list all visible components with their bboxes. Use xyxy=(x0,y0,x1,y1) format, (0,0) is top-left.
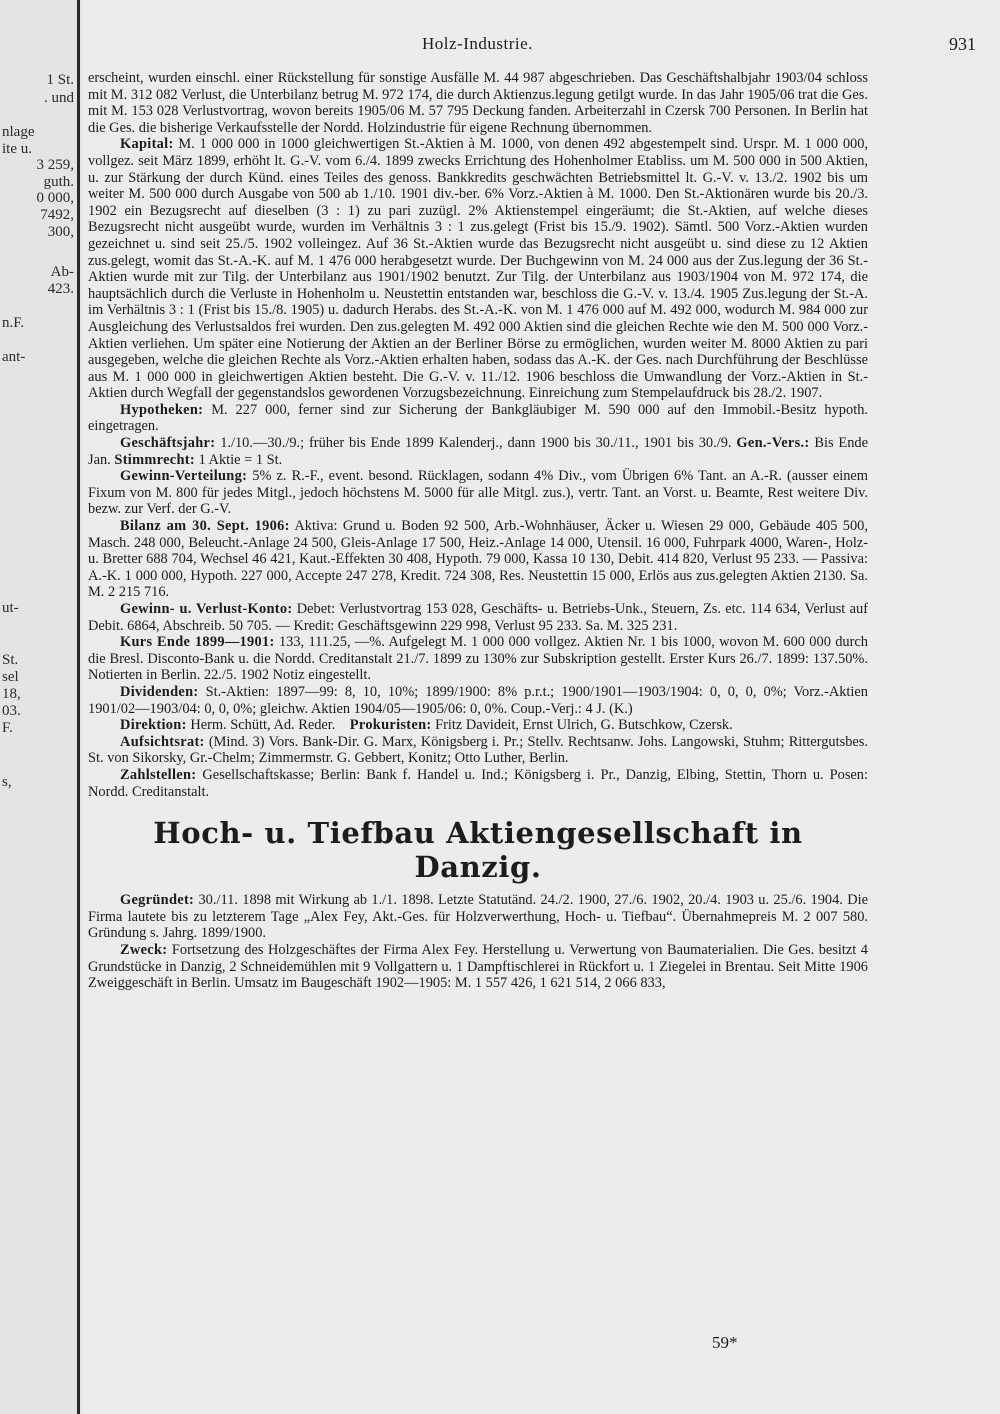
label-gewinnverteilung: Gewinn-Verteilung: xyxy=(120,468,248,485)
margin-fragment: 03. xyxy=(2,703,21,719)
running-header xyxy=(82,34,1000,56)
margin-fragment: 423. xyxy=(47,281,74,297)
paragraph-direktion xyxy=(88,717,868,734)
label-kurs: Kurs Ende 1899—1901: xyxy=(120,634,275,651)
page xyxy=(82,0,1000,1414)
paragraph-kurs xyxy=(88,634,868,684)
text-bilanz: Aktiva: Grund u. Boden 92 500, Arb.-Wohnhäuser, Äcker u. Wiesen 29 000, Gebäude 405 500, Masch. 248 000, Beleucht.-Anlage 24 500, Gleis-Anlage 17 500, Heiz.-Anlage 14 000, Utensil. 16 000, Fuhrpark 4000, Waren-, Holz- u. Bretter 688 704, Wechsel 46 421, Kaut.-Effekten 30 408, Hypoth. 79 000, Kassa 10 130, Debit. 414 820, Verlust 95 233. — Passiva: A.-K. 1 000 000, Hypoth. 227 000, Accepte 247 278, Kredit. 724 308, Res. Neustettin 15 000, Erlös aus zus.gelegten Aktien 2130. Sa. M. 2 215 716. xyxy=(88,518,868,601)
text-stimmrecht: 1 Aktie = 1 St. xyxy=(198,451,283,468)
text-guv: Debet: Verlustvortrag 153 028, Geschäfts- u. Betriebs-Unk., Steuern, Zs. etc. 114 634, Verlust auf Debit. 6864, Abschreib. 50 705. — Kredit: Geschäftsgewinn 229 998, Verlust 95 233. Sa. M. 325 231. xyxy=(88,601,868,634)
label-aufsichtsrat: Aufsichtsrat: xyxy=(120,733,205,750)
margin-fragment: ut- xyxy=(2,600,19,616)
margin-fragment: . und xyxy=(44,90,74,106)
text-direktion: Herm. Schütt, Ad. Reder. xyxy=(190,717,336,734)
margin-fragment: St. xyxy=(2,652,19,668)
text-dividenden: St.-Aktien: 1897—99: 8, 10, 10%; 1899/1900: 8% p.r.t.; 1900/1901—1903/1904: 0, 0, 0, 0%; Vorz.-Aktien 1901/02—1903/04: 0, 0, 0%; gleichw. Aktien 1904/05—1905/06: 0, 0%. Coup.-Verj.: 4 J. (K.) xyxy=(88,683,868,717)
label-bilanz: Bilanz am 30. Sept. 1906: xyxy=(120,518,290,535)
paragraph-kapital xyxy=(88,136,868,402)
label-gegruendet: Gegründet: xyxy=(120,892,195,909)
label-guv: Gewinn- u. Verlust-Konto: xyxy=(120,601,293,617)
paragraph-bilanz xyxy=(88,518,868,601)
binding-edge xyxy=(77,0,80,1414)
label-kapital: Kapital: xyxy=(120,136,174,153)
paragraph-zahlstellen xyxy=(88,767,868,800)
label-dividenden: Dividenden: xyxy=(120,683,199,700)
label-direktion: Direktion: xyxy=(120,717,187,734)
margin-fragment: sel xyxy=(2,669,19,685)
text-aufsichtsrat: (Mind. 3) Vors. Bank-Dir. G. Marx, Königsberg i. Pr.; Stellv. Rechtsanw. Johs. Langowski, Stuhm; Rittergutsbes. St. von Sikorsky, Gr.-Chelm; Zimmermstr. G. Gebbert, Konitz; Otto Luther, Berlin. xyxy=(88,733,868,767)
margin-fragment: nlage xyxy=(2,124,35,140)
paragraph-hypotheken xyxy=(88,402,868,435)
signature-mark: 59* xyxy=(712,1333,738,1352)
margin-fragment: guth. xyxy=(43,174,74,190)
label-stimmrecht: Stimmrecht: xyxy=(114,451,195,468)
margin-fragment: 1 St. xyxy=(46,72,74,88)
paragraph-intro: erscheint, wurden einschl. einer Rückstellung für sonstige Ausfälle M. 44 987 abgeschrieben. Das Geschäftshalbjahr 1903/04 schloss mit M. 312 082 Verlust, die Unterbilanz betrug M. 972 174, die durch Aktienzus.legung getilgt wurde. In das Jahr 1905/06 trat die Ges. mit M. 153 028 Verlustvortrag, wovon bereits 1905/06 M. 57 795 Deckung fanden. Arbeiterzahl in Czersk 700 Personen. In Berlin hat die Ges. die bisherige Verkaufsstelle der Nordd. Holzindustrie für eigene Rechnung übernommen. xyxy=(88,70,868,136)
label-zahlstellen: Zahlstellen: xyxy=(120,766,197,783)
margin-fragment: n.F. xyxy=(2,315,25,331)
paragraph-gewinnverteilung xyxy=(88,468,868,518)
margin-fragment: 3 259, xyxy=(36,157,74,173)
running-title: Holz-Industrie. xyxy=(422,34,533,53)
paragraph-geschaeftsjahr xyxy=(88,435,868,468)
text-hypotheken: M. 227 000, ferner sind zur Sicherung der Bankgläubiger M. 590 000 auf den Immobil.-Besitz hypoth. eingetragen. xyxy=(88,401,868,435)
margin-fragment: 300, xyxy=(47,224,74,240)
text-kurs: 133, 111.25, —%. Aufgelegt M. 1 000 000 vollgez. Aktien Nr. 1 bis 1000, wovon M. 600 000 durch die Bresl. Disconto-Bank u. die Nordd. Creditanstalt 21./7. 1899 zu 130% zur Subskription gestellt. Erster Kurs 26./7. 1899: 137.50%. Notierten in Berlin. 22./5. 1902 Notiz eingestellt. xyxy=(88,634,868,684)
page-number: 931 xyxy=(949,34,976,54)
margin-fragment: ite u. xyxy=(2,141,32,157)
label-hypotheken: Hypotheken: xyxy=(120,401,204,418)
text-gewinnverteilung: 5% z. R.-F., event. besond. Rücklagen, sodann 4% Div., vom Übrigen 6% Tant. an A.-R. (ausser einem Fixum von M. 800 für jedes Mitgl., jedoch höchstens M. 5000 für alle Mitgl. zus.), vertr. Tant. an Vorst. u. Beamte, Rest weitere Div. bezw. zur Verf. der G.-V. xyxy=(88,468,868,518)
margin-fragment: ant- xyxy=(2,349,26,365)
adjacent-page-edge xyxy=(0,0,82,1414)
margin-fragment: 18, xyxy=(2,686,21,702)
text-zahlstellen: Gesellschaftskasse; Berlin: Bank f. Handel u. Ind.; Königsberg i. Pr., Danzig, Elbing, Stettin, Thorn u. Posen: Nordd. Creditanstalt. xyxy=(88,766,868,800)
paragraph-zweck xyxy=(88,942,868,992)
paragraph-guv xyxy=(88,601,868,634)
margin-fragment: F. xyxy=(2,720,13,736)
paragraph-aufsichtsrat xyxy=(88,734,868,767)
paragraph-dividenden xyxy=(88,684,868,717)
text-genvers: Bis Ende Jan. xyxy=(88,435,868,468)
label-geschaeftsjahr: Geschäftsjahr: xyxy=(120,435,216,452)
margin-fragment: 7492, xyxy=(40,207,74,223)
margin-fragment: Ab- xyxy=(50,264,74,280)
label-genvers: Gen.-Vers.: xyxy=(736,435,810,452)
label-zweck: Zweck: xyxy=(120,941,168,958)
text-prokuristen: Fritz Davideit, Ernst Ulrich, G. Butschkow, Czersk. xyxy=(435,717,733,734)
text-kapital: M. 1 000 000 in 1000 gleichwertigen St.-Aktien à M. 1000, von denen 492 abgestempelt sind. Urspr. M. 1 000 000, vollgez. seit März 1899, erhöht lt. G.-V. vom 6./4. 1899 zwecks Errichtung des Hohenholmer Etabliss. um M. 500 000 in 500 Aktien, u. zur Stärkung der durch Künd. eines Teiles des genoss. Bankkredits geschwächten Betriebsmittel lt. G.-V. v. 13./2. 1902 bis um weiter M. 500 000 durch Ausgabe von 500 ab 1./10. 1901 div.-ber. 6% Vorz.-Aktien à M. 1000. Den St.-Aktionären wurde bis 20./3. 1902 ein Bezugsrecht auf dieselben (3 : 1) zu pari zuzügl. 2% Aktienstempel eingeräumt; die St.-Aktien, auf welche dieses Bezugsrecht nicht ausgeübt wurde, wurden im Verhältnis 3 : 1 zus.gelegt (Frist bis 15./9. 1902). Sämtl. 500 Vorz.-Aktien wurden gezeichnet u. sind seit 25./5. 1902 volleingez. Auf 36 St.-Aktien wurde das Bezugsrecht nicht ausgeübt u. sind diese zu 12 Aktien zus.gelegt, womit das St.-A.-K. auf M. 1 476 000 herabgesetzt wurde. Der Buchgewinn von M. 24 000 aus der Zus.legung der 36 St.-Aktien wurde mit zur Tilg. der Unterbilanz aus 1901/1902 benutzt. Zur Tilg. der Unterbilanz aus 1903/1904 von M. 972 174, die hauptsächlich durch die Verluste in Hohenholm u. Neustettin entstanden war, beschloss die G.-V. v. 13./4. 1905 Zus.legung der St.-A. im Verhältnis 3 : 1 (Frist bis 15./8. 1905) u. dadurch Herabs. des St.-A.-K. von M. 1 476 000 auf M. 492 000, wodurch M. 984 000 zur Ausgleichung des Verlustsaldos frei wurden. Den zus.gelegten M. 492 000 Aktien sind die gleichen Rechte wie den M. 500 000 Vorz.-Aktien verliehen. Um später eine Notierung der Aktien an der Berliner Börse zu ermöglichen, wurden weiter M. 8000 Aktien zu pari ausgegeben, welche die gleichen Rechte als Vorz.-Aktien erhalten haben, sodass das A.-K. der Ges. nach Durchführung der Beschlüsse aus M. 1 000 000 in gleichwertigen Aktien besteht. Die G.-V. v. 11./12. 1906 beschloss die Umwandlung der Vorz.-Aktien in St.-Aktien durch Wegfall der gegenstandslos gewordenen Vorzugsbezeichnung. Einreichung zum Stempelaufdruck bis 28./2. 1907. xyxy=(88,136,868,402)
label-prokuristen: Prokuristen: xyxy=(349,717,432,734)
margin-fragment: s, xyxy=(2,774,12,790)
paragraph-gegruendet xyxy=(88,892,868,942)
company-heading: Hoch- u. Tiefbau Aktiengesellschaft in Danzig. xyxy=(153,816,803,885)
text-gegruendet: 30./11. 1898 mit Wirkung ab 1./1. 1898. Letzte Statutänd. 24./2. 1900, 27./6. 1902, 20./4. 1903 u. 25./6. 1904. Die Firma lautete bis zu letzterem Tage „Alex Fey, Akt.-Ges. für Holzverwerthung, Hoch- u. Tiefbau“. Übernahmepreis M. 2 007 580. Gründung s. Jahrg. 1899/1900. xyxy=(88,892,868,942)
body-text xyxy=(88,70,868,992)
margin-fragment: 0 000, xyxy=(36,190,74,206)
text-geschaeftsjahr: 1./10.—30./9.; früher bis Ende 1899 Kalenderj., dann 1900 bis 30./11., 1901 bis 30./9. xyxy=(220,435,732,452)
text-zweck: Fortsetzung des Holzgeschäftes der Firma Alex Fey. Herstellung u. Verwertung von Baumaterialien. Die Ges. besitzt 4 Grundstücke in Danzig, 2 Schneidemühlen mit 9 Vollgattern u. 1 Dampftischlerei in Rückfort u. 1 Ziegelei in Brentau. Seit Mitte 1906 Zweiggeschäft in Berlin. Umsatz im Baugeschäft 1902—1905: M. 1 557 426, 1 621 514, 2 066 833, xyxy=(88,941,868,992)
